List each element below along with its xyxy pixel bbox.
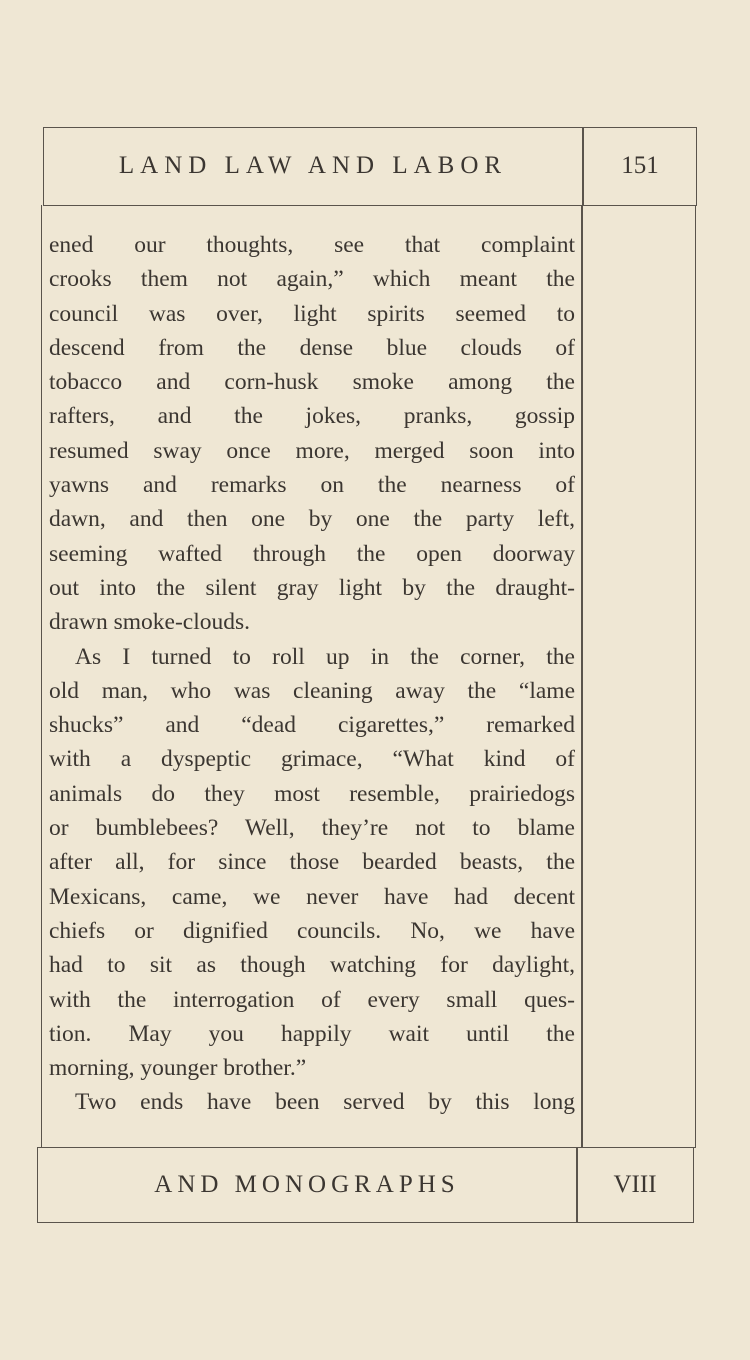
text-line: yawns and remarks on the nearness of <box>49 472 575 499</box>
text-line: morning, younger brother.” <box>49 1055 307 1082</box>
text-line: crooks them not again,” which meant the <box>49 266 575 293</box>
page-number: 151 <box>621 152 659 179</box>
text-line: with a dyspeptic grimace, “What kind of <box>49 746 575 773</box>
text-line: old man, who was cleaning away the “lame <box>49 677 575 704</box>
text-line: with the interrogation of every small ques- <box>49 986 575 1013</box>
running-head-title: LAND LAW AND LABOR <box>118 152 508 179</box>
body-divider <box>581 205 583 1148</box>
text-line: resumed sway once more, merged soon into <box>49 437 575 464</box>
text-line: or bumblebees? Well, they’re not to blame <box>49 815 575 842</box>
footer-volume-number: VIII <box>613 1170 657 1198</box>
text-line: rafters, and the jokes, pranks, gossip <box>49 403 575 430</box>
text-line: out into the silent gray light by the draught- <box>49 574 575 601</box>
text-line: ened our thoughts, see that complaint <box>49 232 575 258</box>
text-line: after all, for since those bearded beasts, the <box>49 849 575 876</box>
text-line: As I turned to roll up in the corner, the <box>75 643 575 670</box>
text-line: Two ends have been served by this long <box>75 1089 575 1116</box>
footer-series-title: AND MONOGRAPHS <box>154 1170 460 1198</box>
text-line: dawn, and then one by one the party left, <box>49 506 575 533</box>
text-line: seeming wafted through the open doorway <box>49 540 575 567</box>
text-line: council was over, light spirits seemed to <box>49 300 575 327</box>
text-line: chiefs or dignified councils. No, we have <box>49 917 575 944</box>
text-line: tobacco and corn-husk smoke among the <box>49 369 575 396</box>
text-line: drawn smoke-clouds. <box>49 609 251 636</box>
text-line: had to sit as though watching for daylight, <box>49 952 575 979</box>
text-line: shucks” and “dead cigarettes,” remarked <box>49 712 575 739</box>
text-line: Mexicans, came, we never have had decent <box>49 883 575 910</box>
text-line: descend from the dense blue clouds of <box>49 334 575 361</box>
text-line: animals do they most resemble, prairiedogs <box>49 780 575 807</box>
text-line: tion. May you happily wait until the <box>49 1020 575 1047</box>
body-text <box>49 228 575 1120</box>
